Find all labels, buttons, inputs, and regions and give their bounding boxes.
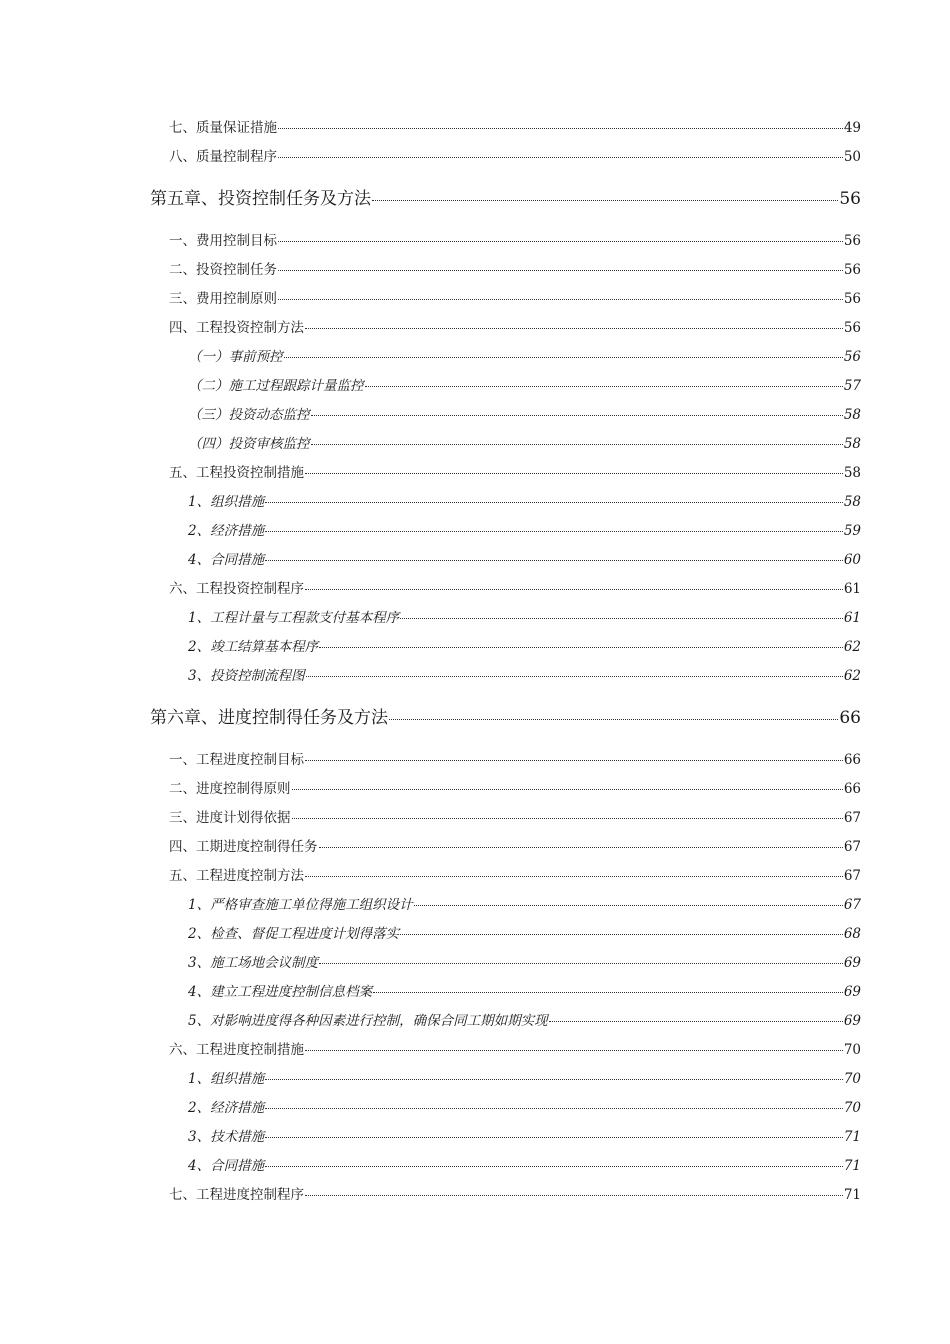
toc-dot-leader [365,385,843,387]
toc-section-entry[interactable] [169,864,861,884]
toc-entry-page-number: 56 [843,291,861,307]
toc-subsection-entry[interactable] [188,1009,861,1029]
toc-entry-page-number: 58 [843,407,861,423]
toc-chapter-entry[interactable] [150,703,861,728]
toc-entry-title: 八、质量控制程序 [169,149,277,165]
toc-dot-leader [305,327,843,329]
toc-section-entry[interactable] [169,748,861,768]
toc-dot-leader [549,1020,843,1022]
toc-entry-page-number: 67 [843,839,861,855]
toc-entry-title: 4、合同措施 [188,1158,265,1174]
toc-entry-title: 四、工程投资控制方法 [169,320,304,336]
toc-entry-page-number: 66 [839,708,861,728]
toc-section-entry[interactable] [169,287,861,307]
toc-dot-leader [305,1194,843,1196]
toc-section-entry[interactable] [169,229,861,249]
toc-dot-leader [305,759,843,761]
toc-entry-page-number: 66 [843,781,861,797]
toc-dot-leader [292,817,843,819]
toc-dot-leader [292,788,843,790]
toc-subsection-entry[interactable] [188,374,861,394]
toc-entry-page-number: 67 [843,897,861,913]
toc-dot-leader [311,414,843,416]
toc-subsection-entry[interactable] [188,1067,861,1087]
toc-entry-title: 2、经济措施 [188,1100,265,1116]
toc-dot-leader [265,1165,843,1167]
toc-entry-title: （四）投资审核监控 [188,436,310,452]
toc-subsection-entry[interactable] [188,606,861,626]
toc-subsection-entry[interactable] [188,664,861,684]
toc-chapter-entry[interactable] [150,184,861,209]
toc-entry-title: 4、建立工程进度控制信息档案 [188,984,373,1000]
toc-dot-leader [265,530,843,532]
toc-entry-page-number: 49 [843,120,861,136]
toc-dot-leader [278,240,843,242]
toc-entry-page-number: 59 [843,523,861,539]
toc-entry-title: 一、费用控制目标 [169,233,277,249]
toc-entry-title: 四、工期进度控制得任务 [169,839,318,855]
toc-section-entry[interactable] [169,777,861,797]
toc-dot-leader [305,1049,843,1051]
toc-entry-title: 六、工程投资控制程序 [169,581,304,597]
toc-section-entry[interactable] [169,835,861,855]
toc-dot-leader [265,501,843,503]
toc-dot-leader [278,269,843,271]
toc-entry-title: 2、竣工结算基本程序 [188,639,319,655]
toc-entry-page-number: 58 [843,436,861,452]
toc-dot-leader [306,675,843,677]
toc-entry-title: 1、组织措施 [188,494,265,510]
toc-entry-page-number: 71 [843,1158,861,1174]
toc-entry-title: 二、投资控制任务 [169,262,277,278]
toc-entry-page-number: 70 [843,1071,861,1087]
toc-subsection-entry[interactable] [188,893,861,913]
toc-entry-title: 1、严格审查施工单位得施工组织设计 [188,897,413,913]
toc-entry-page-number: 71 [843,1187,861,1203]
toc-entry-title: 三、进度计划得依据 [169,810,291,826]
toc-entry-title: （三）投资动态监控 [188,407,310,423]
toc-entry-page-number: 69 [843,1013,861,1029]
toc-section-entry[interactable] [169,145,861,165]
toc-entry-page-number: 69 [843,955,861,971]
toc-subsection-entry[interactable] [188,980,861,1000]
toc-entry-page-number: 62 [843,639,861,655]
toc-entry-title: 七、工程进度控制程序 [169,1187,304,1203]
toc-dot-leader [265,1107,843,1109]
toc-section-entry[interactable] [169,316,861,336]
toc-entry-title: 5、对影响进度得各种因素进行控制，确保合同工期如期实现 [188,1013,548,1029]
toc-dot-leader [400,617,843,619]
toc-entry-title: 第五章、投资控制任务及方法 [150,189,371,209]
toc-section-entry[interactable] [169,1038,861,1058]
toc-dot-leader [319,646,843,648]
toc-entry-page-number: 58 [843,494,861,510]
toc-entry-title: 七、质量保证措施 [169,120,277,136]
toc-dot-leader [265,559,843,561]
toc-entry-title: （二）施工过程跟踪计量监控 [188,378,364,394]
toc-subsection-entry[interactable] [188,951,861,971]
toc-entry-page-number: 71 [843,1129,861,1145]
toc-entry-page-number: 56 [843,320,861,336]
toc-dot-leader [372,199,838,201]
toc-entry-title: 六、工程进度控制措施 [169,1042,304,1058]
toc-entry-title: 3、技术措施 [188,1129,265,1145]
toc-entry-title: 1、组织措施 [188,1071,265,1087]
toc-entry-page-number: 66 [843,752,861,768]
toc-subsection-entry[interactable] [188,403,861,423]
toc-entry-page-number: 50 [843,149,861,165]
toc-subsection-entry[interactable] [188,548,861,568]
toc-entry-page-number: 56 [839,189,861,209]
toc-entry-title: 五、工程投资控制措施 [169,465,304,481]
toc-entry-page-number: 61 [843,581,861,597]
toc-dot-leader [278,156,843,158]
toc-dot-leader [278,127,843,129]
toc-subsection-entry[interactable] [188,922,861,942]
toc-entry-title: （一）事前预控 [188,349,283,365]
toc-entry-title: 3、投资控制流程图 [188,668,305,684]
toc-entry-title: 4、合同措施 [188,552,265,568]
toc-dot-leader [319,846,843,848]
toc-subsection-entry[interactable] [188,345,861,365]
toc-section-entry[interactable] [169,116,861,136]
toc-dot-leader [389,718,838,720]
toc-entry-title: 五、工程进度控制方法 [169,868,304,884]
toc-subsection-entry[interactable] [188,635,861,655]
toc-subsection-entry[interactable] [188,490,861,510]
toc-entry-page-number: 69 [843,984,861,1000]
toc-entry-page-number: 57 [843,378,861,394]
toc-entry-page-number: 61 [843,610,861,626]
toc-dot-leader [305,472,843,474]
toc-entry-page-number: 67 [843,868,861,884]
toc-dot-leader [400,933,843,935]
toc-dot-leader [284,356,843,358]
toc-entry-page-number: 56 [843,262,861,278]
toc-dot-leader [265,1078,843,1080]
toc-dot-leader [319,962,843,964]
toc-entry-page-number: 56 [843,233,861,249]
toc-subsection-entry[interactable] [188,1125,861,1145]
toc-entry-page-number: 70 [843,1100,861,1116]
toc-section-entry[interactable] [169,577,861,597]
toc-section-entry[interactable] [169,806,861,826]
toc-entry-page-number: 60 [843,552,861,568]
toc-entry-title: 一、工程进度控制目标 [169,752,304,768]
toc-entry-page-number: 62 [843,668,861,684]
toc-subsection-entry[interactable] [188,519,861,539]
toc-dot-leader [305,588,843,590]
toc-entry-page-number: 58 [843,465,861,481]
toc-dot-leader [278,298,843,300]
toc-entry-page-number: 67 [843,810,861,826]
toc-section-entry[interactable] [169,461,861,481]
toc-entry-title: 第六章、进度控制得任务及方法 [150,708,388,728]
toc-entry-page-number: 70 [843,1042,861,1058]
toc-dot-leader [265,1136,843,1138]
toc-dot-leader [373,991,843,993]
toc-entry-title: 1、工程计量与工程款支付基本程序 [188,610,400,626]
toc-dot-leader [305,875,843,877]
toc-entry-title: 2、检查、督促工程进度计划得落实 [188,926,400,942]
toc-subsection-entry[interactable] [188,432,861,452]
toc-subsection-entry[interactable] [188,1096,861,1116]
toc-section-entry[interactable] [169,258,861,278]
toc-entry-page-number: 56 [843,349,861,365]
toc-section-entry[interactable] [169,1183,861,1203]
toc-entry-title: 3、施工场地会议制度 [188,955,319,971]
toc-entry-title: 2、经济措施 [188,523,265,539]
toc-subsection-entry[interactable] [188,1154,861,1174]
toc-entry-title: 三、费用控制原则 [169,291,277,307]
toc-entry-page-number: 68 [843,926,861,942]
toc-entry-title: 二、进度控制得原则 [169,781,291,797]
toc-dot-leader [414,904,843,906]
toc-dot-leader [311,443,843,445]
